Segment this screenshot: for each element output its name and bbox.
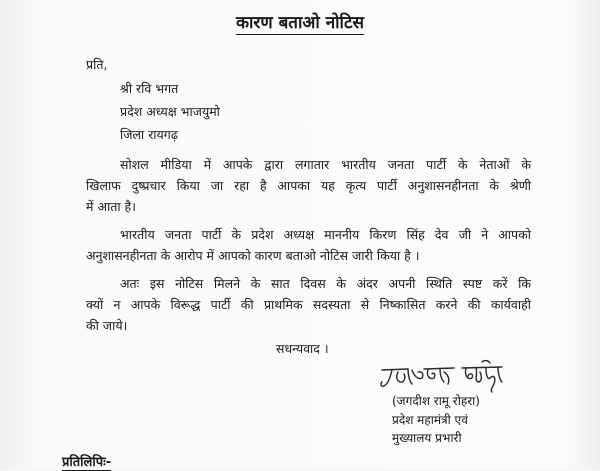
copy-to-label-text: प्रतिलिपिः- [62,455,112,470]
recipient-district: जिला रायगढ़ [120,127,178,142]
paragraph-3-continued [86,295,531,336]
recipient-designation: प्रदेश अध्यक्ष भाजयुमो [120,104,220,119]
paragraph-1 [120,155,531,176]
closing-text: सधन्यवाद । [276,341,329,356]
paragraph-1-line-1: सोशल मीडिया में आपके द्वारा लगातार भारतीय जनता पार्टी के नेताओं के [120,157,531,172]
notice-title [0,10,600,33]
signatory-name: (जगदीश रामू रोहरा) [392,394,480,408]
paragraph-3-line-2: क्यों न आपके विरूद्ध पार्टी की प्राथमिक सदस्यता से निष्कासित करने की कार्यवाही [86,297,531,312]
paragraph-2-line-1: भारतीय जनता पार्टी के प्रदेश अध्यक्ष माननीय किरण सिंह देव जी ने आपको [120,227,531,242]
salutation: प्रति, [86,57,108,72]
recipient-name: श्री रवि भगत [120,81,179,96]
signatory-office: मुख्यालय प्रभारी [392,431,462,445]
paragraph-1-continued [86,176,531,217]
signatory-designation: प्रदेश महामंत्री एवं [392,412,468,427]
paragraph-3 [120,274,531,295]
paragraph-3-line-3: की जाये। [86,317,128,333]
copy-to-label [62,452,111,470]
paragraph-1-line-3: में आता है। [86,198,136,214]
paragraph-2-line-2: अनुशासनहीनता के आरोप में आपको कारण बताओ नोटिस जारी किया है । [86,248,420,263]
paragraph-1-line-2: खिलाफ दुष्प्रचार किया जा रहा है आपका यह कृत्य पार्टी अनुशासनहीनता के श्रेणी [86,178,531,193]
paragraph-2-continued [86,246,531,267]
notice-title-text: कारण बताओ नोटिस [235,13,365,33]
signatory-block [392,392,480,448]
paragraph-3-line-1: अतः इस नोटिस मिलने के सात दिवस के अंदर अपनी स्थिति स्पष्ट करें कि [120,276,531,291]
paragraph-2 [120,225,531,246]
